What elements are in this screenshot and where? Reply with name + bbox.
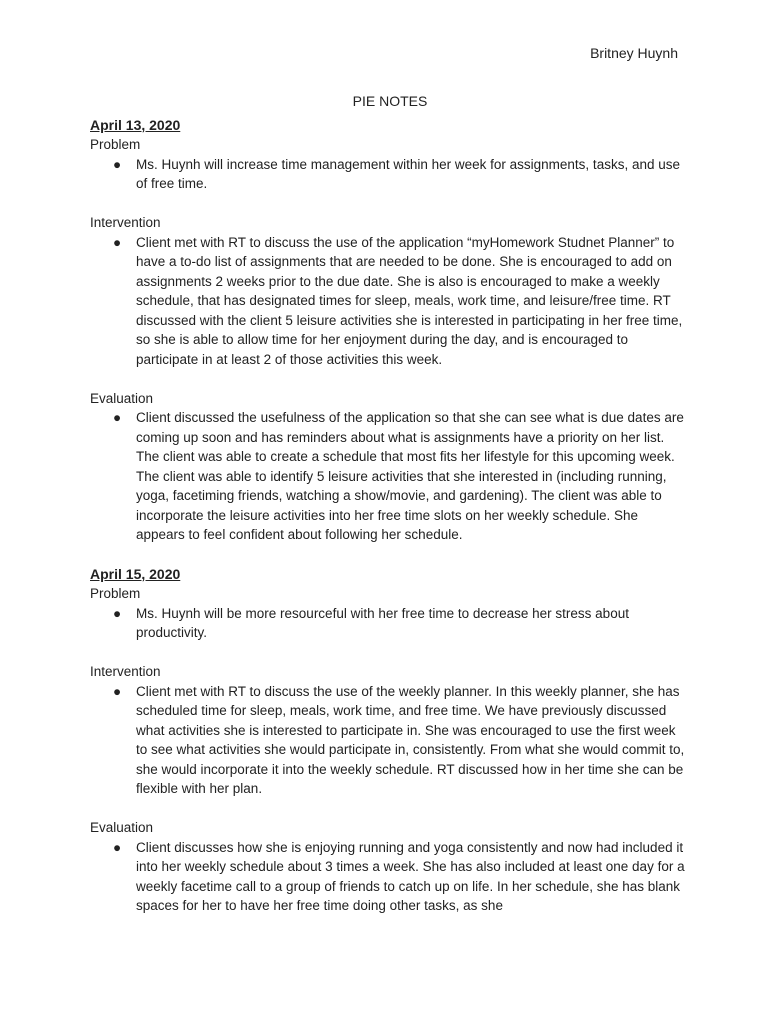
problem-text: Ms. Huynh will increase time management within her week for assignments, tasks, and use of free time.: [136, 156, 680, 191]
problem-text: Ms. Huynh will be more resourceful with her free time to decrease her stress about productivity.: [136, 605, 629, 640]
intervention-item: [90, 682, 690, 799]
bullet-icon: ●: [113, 839, 122, 855]
problem-item: [90, 604, 690, 643]
problem-item: [90, 155, 690, 194]
problem-label: Problem: [90, 137, 141, 152]
intervention-list: [90, 682, 690, 799]
problem-list: [90, 604, 690, 643]
evaluation-text: Client discusses how she is enjoying running and yoga consistently and now had included it into her weekly schedule about 3 times a week. She has also included at least one day for a weekly facetime call to a group of friends to catch up on life. In her schedule, she has blank spaces for her to have her free time doing other tasks, as she: [136, 839, 685, 913]
evaluation-item: [90, 838, 690, 916]
bullet-icon: ●: [113, 605, 122, 621]
document-body: [90, 92, 690, 916]
bullet-icon: ●: [113, 234, 122, 250]
evaluation-list: [90, 838, 690, 916]
bullet-icon: ●: [113, 683, 122, 699]
entry-date: April 15, 2020: [90, 565, 181, 582]
bullet-icon: ●: [113, 410, 122, 425]
intervention-item: [90, 233, 690, 370]
author-name: Britney Huynh: [590, 45, 678, 61]
note-entry: [90, 565, 690, 916]
note-entry: [90, 116, 690, 545]
bullet-icon: ●: [113, 156, 122, 172]
problem-label: Problem: [90, 586, 141, 601]
entry-date: April 13, 2020: [90, 116, 181, 133]
problem-list: [90, 155, 690, 194]
intervention-list: [90, 233, 690, 370]
evaluation-label: Evaluation: [90, 820, 154, 835]
evaluation-text: Client discussed the usefulness of the application so that she can see what is due dates are coming up soon and has reminders about what is assignments have a priority on her list. The client was able to create a schedule that most fits her lifestyle for this upcoming week. The client was able to identify 5 leisure activities that she interested in (including running, yoga, facetiming friends, watching a show/movie, and gardening). The client was able to incorporate the leisure activities into her free time slots on her weekly schedule. She appears to feel confident about following her schedule.: [136, 410, 684, 542]
intervention-text: Client met with RT to discuss the use of the application “myHomework Studnet Planner” to have a to-do list of assignments that are needed to be done. She is encouraged to add on assignments 2 weeks prior to the due date. She is also is encouraged to make a weekly schedule, that has designated times for sleep, meals, work time, and leisure/free time. RT discussed with the client 5 leisure activities she is interested in participating in her free time, so she is able to allow time for her enjoyment during the day, and is encouraged to participate in at least 2 of those activities this week.: [136, 234, 683, 367]
intervention-label: Intervention: [90, 664, 161, 679]
intervention-text: Client met with RT to discuss the use of the weekly planner. In this weekly planner, she has scheduled time for sleep, meals, work time, and free time. We have previously discussed what activities she is interested to participate in. She was encouraged to use the first week to see what activities she would participate in, consistently. From what she would commit to, she would incorporate it into the weekly schedule. RT discussed how in her time she can be flexible with her plan.: [136, 683, 685, 796]
evaluation-label: Evaluation: [90, 390, 154, 406]
evaluation-item: [90, 408, 690, 545]
intervention-label: Intervention: [90, 215, 161, 230]
document-title: PIE NOTES: [352, 93, 428, 109]
evaluation-list: [90, 408, 690, 545]
